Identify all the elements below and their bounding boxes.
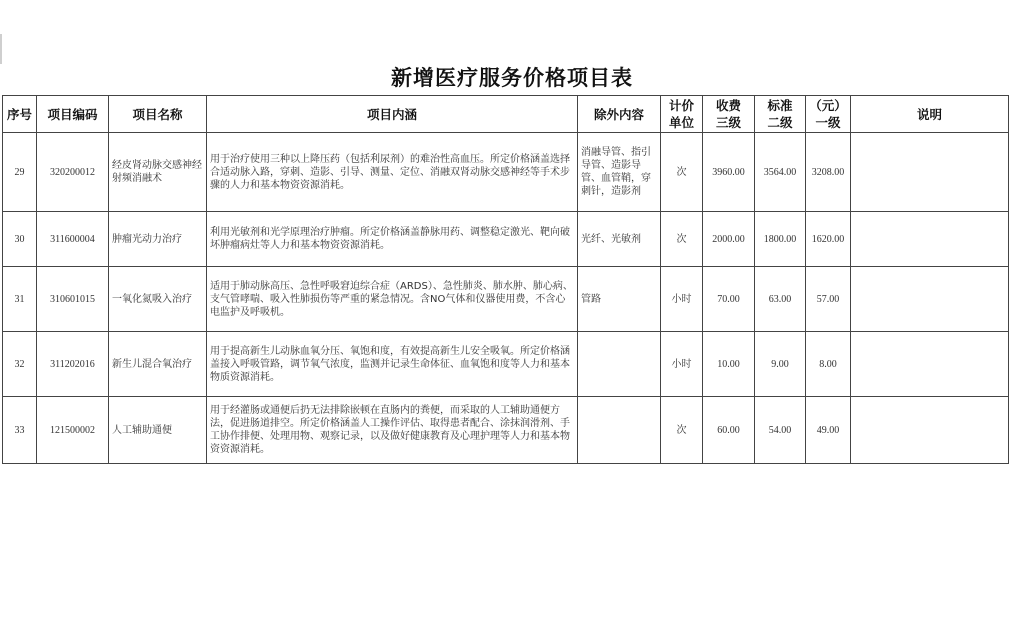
cell-price-level1: 1620.00 <box>806 212 851 267</box>
cell-price-level1: 8.00 <box>806 332 851 397</box>
cell-price-level3: 60.00 <box>703 397 755 464</box>
cell-note <box>851 267 1009 332</box>
cell-name: 经皮肾动脉交感神经射频消融术 <box>109 133 207 212</box>
header-note: 说明 <box>851 96 1009 133</box>
header-price1-line1: （元） <box>809 98 847 113</box>
cell-seq: 29 <box>3 133 37 212</box>
cell-note <box>851 212 1009 267</box>
cell-price-level1: 57.00 <box>806 267 851 332</box>
document-title: 新增医疗服务价格项目表 <box>391 65 633 90</box>
header-price3-line1: 收费 <box>715 98 741 113</box>
cell-seq: 32 <box>3 332 37 397</box>
cell-code: 320200012 <box>37 133 109 212</box>
scan-edge-mark <box>0 34 2 64</box>
header-content: 项目内涵 <box>207 96 578 133</box>
cell-code: 121500002 <box>37 397 109 464</box>
header-price-level3 <box>703 96 755 133</box>
header-code: 项目编码 <box>37 96 109 133</box>
cell-price-level2: 1800.00 <box>755 212 806 267</box>
cell-price-level1: 3208.00 <box>806 133 851 212</box>
cell-content: 用于治疗使用三种以上降压药（包括利尿剂）的难治性高血压。所定价格涵盖选择合适动脉入路，穿刺、造影、引导、测量、定位、消融双肾动脉交感神经等手术步骤的人力和基本物资资源消耗。 <box>207 133 578 212</box>
cell-seq: 33 <box>3 397 37 464</box>
cell-price-level2: 54.00 <box>755 397 806 464</box>
header-price2-line2: 二级 <box>767 115 793 130</box>
cell-unit: 次 <box>661 397 703 464</box>
cell-unit: 次 <box>661 133 703 212</box>
cell-price-level3: 3960.00 <box>703 133 755 212</box>
header-price2-line1: 标准 <box>767 98 793 113</box>
cell-code: 311600004 <box>37 212 109 267</box>
cell-unit: 小时 <box>661 267 703 332</box>
table-row <box>3 332 1009 397</box>
cell-note <box>851 133 1009 212</box>
table-row <box>3 133 1009 212</box>
cell-exclusions: 消融导管、指引导管、造影导管、血管鞘，穿刺针，造影剂 <box>578 133 661 212</box>
header-seq: 序号 <box>3 96 37 133</box>
cell-content: 用于经灌肠或通便后扔无法排除嵌顿在直肠内的粪便，而采取的人工辅助通便方法，促进肠道排空。所定价格涵盖人工操作评估、取得患者配合、涂抹润滑剂、手工协作排便、处理用物、观察记录，以及做好健康教育及心理护理等人力和基本物资资源消耗。 <box>207 397 578 464</box>
cell-name: 人工辅助通便 <box>109 397 207 464</box>
cell-price-level2: 63.00 <box>755 267 806 332</box>
price-items-table <box>2 95 1009 464</box>
cell-exclusions: 光纤、光敏剂 <box>578 212 661 267</box>
table-row <box>3 397 1009 464</box>
header-exclusions: 除外内容 <box>578 96 661 133</box>
cell-code: 310601015 <box>37 267 109 332</box>
header-price-level1 <box>806 96 851 133</box>
header-unit <box>661 96 703 133</box>
header-name: 项目名称 <box>109 96 207 133</box>
cell-content: 利用光敏剂和光学原理治疗肿瘤。所定价格涵盖静脉用药、调整稳定激光、靶向破坏肿瘤病灶等人力和基本物资资源消耗。 <box>207 212 578 267</box>
cell-content: 适用于肺动脉高压、急性呼吸窘迫综合症（ARDS）、急性肺炎、肺水肿、肺心病、支气管哮喘、吸入性肺损伤等严重的紧急情况。含NO气体和仪器使用费，不含心电监护及呼吸机。 <box>207 267 578 332</box>
table-header-row <box>3 96 1009 133</box>
header-unit-line1: 计价 <box>668 98 694 113</box>
cell-code: 311202016 <box>37 332 109 397</box>
cell-seq: 30 <box>3 212 37 267</box>
cell-price-level3: 2000.00 <box>703 212 755 267</box>
header-price-level2 <box>755 96 806 133</box>
cell-name: 新生儿混合氧治疗 <box>109 332 207 397</box>
header-unit-line2: 单位 <box>668 115 694 130</box>
cell-unit: 次 <box>661 212 703 267</box>
cell-exclusions: 管路 <box>578 267 661 332</box>
cell-note <box>851 332 1009 397</box>
cell-unit: 小时 <box>661 332 703 397</box>
cell-price-level3: 10.00 <box>703 332 755 397</box>
header-price3-line2: 三级 <box>715 115 741 130</box>
cell-exclusions <box>578 397 661 464</box>
cell-note <box>851 397 1009 464</box>
table-row <box>3 212 1009 267</box>
cell-content: 用于提高新生儿动脉血氧分压、氧饱和度，有效提高新生儿安全吸氧。所定价格涵盖接入呼吸管路，调节氧气浓度，监测并记录生命体征、血氧饱和度等人力和基本物质资源消耗。 <box>207 332 578 397</box>
cell-exclusions <box>578 332 661 397</box>
table-row <box>3 267 1009 332</box>
cell-price-level2: 3564.00 <box>755 133 806 212</box>
cell-price-level1: 49.00 <box>806 397 851 464</box>
cell-seq: 31 <box>3 267 37 332</box>
cell-name: 肿瘤光动力治疗 <box>109 212 207 267</box>
header-price1-line2: 一级 <box>815 115 841 130</box>
cell-price-level3: 70.00 <box>703 267 755 332</box>
cell-price-level2: 9.00 <box>755 332 806 397</box>
cell-name: 一氧化氮吸入治疗 <box>109 267 207 332</box>
